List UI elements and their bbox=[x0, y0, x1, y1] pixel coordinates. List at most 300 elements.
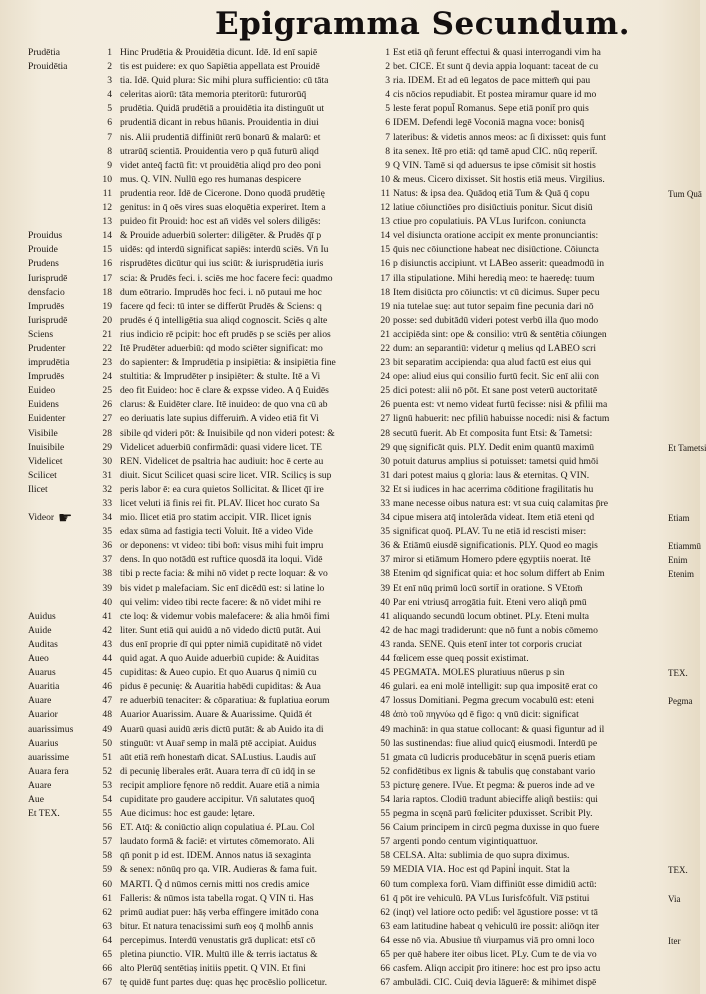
line-number: 62 bbox=[102, 906, 112, 918]
margin-note bbox=[668, 652, 698, 666]
margin-note bbox=[668, 286, 698, 300]
line-number: 22 bbox=[380, 342, 390, 354]
line-number: 45 bbox=[380, 667, 390, 679]
margin-note bbox=[668, 356, 698, 370]
line-number: 25 bbox=[102, 385, 112, 397]
text-line: genitus: in q̄ oēs vires suas eloquētia experiret. Item a bbox=[120, 202, 326, 214]
line-number: 30 bbox=[102, 455, 112, 467]
text-line: recipit ampliore fęnore nō reddit. Auare etiā a nimia bbox=[120, 779, 320, 791]
line-number: 50 bbox=[380, 737, 390, 749]
text-line: stinguūt: vt Auar̄ semp in malā ptē accipiat. Auidus bbox=[120, 737, 317, 749]
line-number: 41 bbox=[380, 610, 390, 622]
line-number: 3 bbox=[107, 75, 112, 87]
margin-note bbox=[668, 243, 698, 257]
line-number: 15 bbox=[102, 244, 112, 256]
text-line: eam latitudine habeat q vehiculū ire possit: aliōqn iter bbox=[393, 920, 600, 932]
line-number: 52 bbox=[380, 765, 390, 777]
text-line: secutū fuerit. Ab Et composita funt Etsi: & Tametsi: bbox=[393, 427, 593, 439]
margin-note bbox=[668, 74, 698, 88]
text-line: miror si etiāmum Homero pdere ęgyptiis noerat. Itē bbox=[393, 554, 591, 566]
text-line: ita senex. Itē pro etiā: qd tamē apud CIC. nūq reperit̄. bbox=[393, 145, 598, 157]
text-line: IDEM. Defendi legē Voconiā magna voce: bonisq̄ bbox=[393, 117, 585, 129]
text-line: puenta est: vt nemo videat furtū fecisse: nisi & pfilii ma bbox=[393, 399, 608, 411]
line-number: 59 bbox=[102, 864, 112, 876]
margin-note bbox=[668, 582, 698, 596]
text-line: Itē Prudēter aduerbiū: qd modo sciēter significat: mo bbox=[120, 342, 323, 354]
line-number: 38 bbox=[102, 568, 112, 580]
text-line: do sapienter: & Imprudētia p insipiētia: & insipiētia fine bbox=[120, 357, 336, 369]
text-line: percepimus. Interdū venustatis grā duplicat: etsī cō bbox=[120, 934, 316, 946]
line-number: 59 bbox=[380, 864, 390, 876]
line-number: 42 bbox=[380, 624, 390, 636]
margin-note bbox=[668, 173, 698, 187]
line-number: 24 bbox=[380, 371, 390, 383]
text-line: dens. In quo notādū est ruftice quosdā ita loqui. Vidē bbox=[120, 554, 323, 566]
text-line: cipue misera atq̄ intolerāda videat. Item etiā eteni qd bbox=[393, 512, 595, 524]
margin-note bbox=[668, 751, 698, 765]
text-line: eo deriuatis late supius differuim̄. A video etiā fit Vi bbox=[120, 413, 319, 425]
text-line: argenti pondo centum vigintiquattuor. bbox=[393, 836, 538, 848]
margin-note bbox=[668, 229, 698, 243]
line-number: 56 bbox=[380, 822, 390, 834]
line-number: 15 bbox=[380, 244, 390, 256]
line-number: 40 bbox=[102, 596, 112, 608]
margin-note bbox=[668, 60, 698, 74]
line-number: 40 bbox=[380, 596, 390, 608]
line-number: 32 bbox=[102, 483, 112, 495]
margin-note bbox=[668, 737, 698, 751]
margin-note bbox=[668, 257, 698, 271]
line-number: 44 bbox=[380, 653, 390, 665]
margin-note bbox=[668, 483, 698, 497]
margin-note bbox=[668, 765, 698, 779]
margin-note: Auare bbox=[28, 695, 52, 707]
line-number: 20 bbox=[380, 314, 390, 326]
text-line: cte loq: & videmur vobis malefacere: & alia hmōi fimi bbox=[120, 610, 330, 622]
text-line: q̄uis nec cōiunctione habeat nec disiūctione. Cōiuncta bbox=[393, 244, 599, 256]
line-number: 45 bbox=[102, 667, 112, 679]
text-line: mio. Ilicet etiā pro statim accipit. VIR. Ilicet ignis bbox=[120, 512, 312, 524]
text-line: dum eōtrario. Imprudēs hoc feci. i. nō putaui me hoc bbox=[120, 286, 322, 298]
margin-note bbox=[668, 370, 698, 384]
line-number: 60 bbox=[380, 878, 390, 890]
line-number: 29 bbox=[102, 441, 112, 453]
line-number: 60 bbox=[102, 878, 112, 890]
line-number: 47 bbox=[380, 695, 390, 707]
margin-note bbox=[668, 384, 698, 398]
text-line: Etenim qd significat quia: et hoc solum differt ab Enim bbox=[393, 568, 605, 580]
text-line: REN. Videlicet de psaltria hac audiuit: hoc ē certe au bbox=[120, 455, 324, 467]
margin-note: Auditas bbox=[28, 638, 58, 650]
text-line: (inqt) vel latiore octo pedib̄: vel āgustiore posse: vt tā bbox=[393, 906, 598, 918]
text-line: prudēs é q̄ intelligētia sua aliqd cognoscit. Sciēs q alte bbox=[120, 314, 328, 326]
text-line: MEDIA VIA. Hoc est qd Papini̇ inquit. Stat la bbox=[393, 864, 570, 876]
text-line: mane necesse oibus natura est: vt sua cuiq calamitas p̄re bbox=[393, 498, 608, 509]
line-number: 21 bbox=[102, 328, 112, 340]
margin-note: auarissimus bbox=[28, 723, 74, 735]
line-number: 53 bbox=[380, 779, 390, 791]
margin-note: TEX. bbox=[668, 865, 688, 876]
text-line: casfem. Aliqn accipit p̄ro itinere: hoc est pro ipso actu bbox=[393, 963, 601, 975]
page-title: Epigramma Secundum. bbox=[215, 6, 631, 42]
line-number: 48 bbox=[102, 709, 112, 721]
line-number: 2 bbox=[385, 61, 390, 73]
text-line: laudato formā & faciē: et virtutes cōmemorato. Ali bbox=[120, 836, 315, 848]
margin-note bbox=[668, 723, 698, 737]
line-number: 27 bbox=[380, 413, 390, 425]
margin-note: Auarus bbox=[28, 667, 56, 679]
text-line: cupiditate pro gaudere accipitur. Vn̄ salutates quoq̄ bbox=[120, 793, 315, 805]
margin-note bbox=[668, 793, 698, 807]
text-line: quę significāt quis. PLY. Dedit enim quantū maximū bbox=[393, 441, 595, 453]
text-line: de hac magi tradiderunt: que nō funt a nobis cōmemo bbox=[393, 624, 598, 636]
line-number: 37 bbox=[102, 554, 112, 566]
line-number: 50 bbox=[102, 737, 112, 749]
text-line: per quē habere iter oibus licet. PLy. Cum te de via vo bbox=[393, 949, 597, 960]
text-line: lateribus: & videtis annos meos: ac ſi dixisset: quis funt bbox=[393, 131, 606, 143]
margin-note bbox=[668, 821, 698, 835]
margin-note bbox=[668, 610, 698, 624]
line-number: 11 bbox=[102, 187, 112, 199]
line-number: 37 bbox=[380, 554, 390, 566]
margin-note: Auarior bbox=[28, 709, 58, 721]
margin-note bbox=[668, 398, 698, 412]
margin-note bbox=[668, 201, 698, 215]
text-line: MARTI. Q̄ d nūmos cernis mitti nos credis amice bbox=[120, 878, 310, 890]
margin-note: Auide bbox=[28, 624, 52, 636]
text-line: pegma in scęnā parū fœliciter pduxisset. Scribit Ply. bbox=[393, 808, 593, 820]
line-number: 1 bbox=[107, 47, 112, 58]
line-number: 65 bbox=[380, 949, 390, 960]
text-line: prudentia reor. Idē de Cicerone. Dono quodā prudētię bbox=[120, 187, 325, 199]
margin-note: Videor bbox=[28, 512, 55, 524]
text-line: Auarū quasi auidū æris dictū putāt: & ab Auido ita di bbox=[120, 723, 324, 735]
line-number: 49 bbox=[102, 723, 112, 735]
margin-note bbox=[668, 525, 698, 539]
margin-note: Iter bbox=[668, 935, 681, 946]
text-line: quid agat. A quo Auide aduerbiū cupide: & Auiditas bbox=[120, 653, 320, 665]
text-line: vel disiuncta oratione accipit ex mente pronunciantis: bbox=[393, 230, 599, 242]
line-number: 7 bbox=[107, 131, 112, 143]
text-line: lossus Domitiani. Pegma grecum vocabulū est: eteni bbox=[393, 695, 595, 707]
right-line-numbers bbox=[372, 46, 394, 990]
margin-note: Etiam bbox=[668, 513, 690, 524]
margin-note: auarissime bbox=[28, 751, 70, 763]
line-number: 26 bbox=[380, 399, 390, 411]
text-line: mus. Q. VIN. Nullū ego res humanas despicere bbox=[120, 173, 301, 185]
margin-note: Ilicet bbox=[28, 483, 48, 495]
text-line: & senex: nōnūq pro qa. VIR. Audieras & fama fuit. bbox=[120, 864, 317, 876]
line-number: 4 bbox=[385, 89, 390, 101]
line-number: 54 bbox=[102, 793, 112, 805]
margin-note bbox=[668, 412, 698, 426]
line-number: 55 bbox=[380, 808, 390, 820]
line-number: 17 bbox=[102, 272, 112, 284]
text-line: ambulādi. CIC. Cuiq̄ devia lāguerē: & mihimet dispē bbox=[393, 977, 597, 989]
margin-note: TEX. bbox=[668, 668, 688, 679]
margin-note: Euidens bbox=[28, 399, 59, 411]
line-number: 32 bbox=[380, 483, 390, 495]
text-line: re aduerbiū tenaciter: & cōparatiua: & fuplatiua eorum bbox=[120, 695, 330, 707]
margin-note bbox=[668, 427, 698, 441]
line-number: 16 bbox=[380, 258, 390, 270]
text-line: licet veluti iā finis rei fit. PLAV. Ilicet hoc curato Sa bbox=[120, 498, 320, 509]
line-number: 41 bbox=[102, 610, 112, 622]
line-number: 64 bbox=[380, 934, 390, 946]
line-number: 52 bbox=[102, 765, 112, 777]
margin-note: Scilicet bbox=[28, 469, 57, 481]
text-line: Par eni vtriusq̄ arrogātia fuit. Eteni vero aliqñ pmū bbox=[393, 596, 587, 608]
text-line: uidēs: qd interdū significat sapiēs: interdū sciēs. Vn̄ Iu bbox=[120, 244, 329, 256]
line-number: 44 bbox=[102, 653, 112, 665]
line-number: 16 bbox=[102, 258, 112, 270]
margin-note: Aueo bbox=[28, 653, 49, 665]
line-number: 26 bbox=[102, 399, 112, 411]
text-line: gulari. ea eni molē intelligit: sup qua impositē erat co bbox=[393, 681, 598, 693]
text-line: Item disiūcta pro cōiunctis: vt cū dicimus. Super pecu bbox=[393, 286, 600, 298]
margin-note bbox=[668, 807, 698, 821]
margin-note bbox=[668, 455, 698, 469]
margin-note bbox=[668, 920, 698, 934]
text-line: stultitia: & Imprudēter p insipiēter: & stulte. Itē a Vi bbox=[120, 371, 321, 383]
line-number: 8 bbox=[385, 145, 390, 157]
margin-note bbox=[668, 159, 698, 173]
line-number: 8 bbox=[107, 145, 112, 157]
line-number: 33 bbox=[102, 498, 112, 509]
line-number: 6 bbox=[385, 117, 390, 129]
text-line: esse nō via. Abusiue tñ viurpamus viā pro omni loco bbox=[393, 934, 595, 946]
line-number: 4 bbox=[107, 89, 112, 101]
margin-note bbox=[668, 906, 698, 920]
margin-note bbox=[668, 962, 698, 976]
margin-note bbox=[668, 116, 698, 130]
line-number: 28 bbox=[380, 427, 390, 439]
margin-note: Et Tametsi bbox=[668, 442, 706, 453]
line-number: 5 bbox=[385, 103, 390, 115]
text-line: ἀπὸ τοῦ πηγνύω qd ē figo: q vnū dicit: significat bbox=[393, 709, 579, 721]
line-number: 35 bbox=[102, 526, 112, 538]
text-line: Falleris: & nūmos ista tabella rogat. Q VIN ti. Has bbox=[120, 892, 314, 904]
line-number: 13 bbox=[102, 216, 112, 228]
margin-note: Prudenter bbox=[28, 342, 66, 354]
text-line: dus enī proprie dī qui ppter nimiā cupiditatē nō videt bbox=[120, 638, 323, 650]
text-line: tis est puidere: ex quo Sapiētia appellata est Prouidē bbox=[120, 61, 320, 73]
line-number: 64 bbox=[102, 934, 112, 946]
text-line: fœlicem esse queq possit existimat. bbox=[393, 653, 529, 665]
line-number: 49 bbox=[380, 723, 390, 735]
line-number: 19 bbox=[380, 300, 390, 312]
manicule-pointing-hand-icon: ☛ bbox=[58, 508, 73, 527]
text-line: qn̄ ponit p id est. IDEM. Annos natus iā sexaginta bbox=[120, 850, 312, 862]
text-line: & Etiāmū eiusdē significationis. PLY. Quod eo magis bbox=[393, 540, 598, 552]
margin-note bbox=[668, 948, 698, 962]
text-line: rius indicio rē pcipit: hoc eft prudēs p se sciēs per alios bbox=[120, 328, 331, 340]
line-number: 38 bbox=[380, 568, 390, 580]
line-number: 33 bbox=[380, 498, 390, 509]
line-number: 35 bbox=[380, 526, 390, 538]
text-line: & meus. Cicero dixisset. Sit hostis etiā meus. Virgilius. bbox=[393, 173, 605, 185]
line-number: 12 bbox=[102, 202, 112, 214]
margin-note bbox=[668, 469, 698, 483]
line-number: 24 bbox=[102, 371, 112, 383]
line-number: 7 bbox=[385, 131, 390, 143]
line-number: 39 bbox=[380, 582, 390, 594]
margin-note bbox=[668, 878, 698, 892]
margin-note: Sciens bbox=[28, 328, 54, 340]
text-line: CELSA. Alta: sublimia de quo supra diximus. bbox=[393, 850, 570, 862]
margin-note bbox=[668, 779, 698, 793]
line-number: 10 bbox=[102, 173, 112, 185]
text-line: latiue cōiunctiōes pro disiūctiuis ponitur. Sicut disiū bbox=[393, 202, 593, 214]
text-line: ope: aliud eius qui consilio furtū fecit. Sic enī alii con bbox=[393, 371, 599, 383]
line-number: 14 bbox=[102, 230, 112, 242]
margin-note bbox=[668, 314, 698, 328]
text-line: edax sūma ad fastigia tecti Voluit. Itē a video Vide bbox=[120, 526, 313, 538]
line-number: 31 bbox=[102, 469, 112, 481]
text-line: illa stipulatione. Mihi heredią meo: te haeredę: tuum bbox=[393, 272, 595, 284]
margin-note: Etiammū bbox=[668, 541, 701, 552]
text-line: ET. Atq̄: & coniūctio aliqn copulatiua é. PLau. Col bbox=[120, 822, 315, 834]
line-number: 58 bbox=[380, 850, 390, 862]
line-number: 63 bbox=[102, 920, 112, 932]
line-number: 47 bbox=[102, 695, 112, 707]
margin-note bbox=[668, 215, 698, 229]
text-line: clarus: & Euidēter clare. Itē inuideo: de quo vna cū ab bbox=[120, 399, 328, 411]
text-line: aūt etiā rem̄ honestam̄ dicat. SALustius. Laudis auī bbox=[120, 751, 316, 763]
margin-note bbox=[668, 849, 698, 863]
margin-note: Euidenter bbox=[28, 413, 66, 425]
text-line: puideo fit Prouid: hoc est an̄ vidēs vel solers diligēs: bbox=[120, 216, 321, 228]
margin-note: Prudētia bbox=[28, 47, 60, 58]
text-line: peris labor ē: ea cura quietos Sollicitat. & Ilicet q̄ī ire bbox=[120, 483, 324, 495]
text-line: aliquando secundū locum obtinet. PLy. Eteni multa bbox=[393, 610, 590, 622]
margin-note bbox=[668, 638, 698, 652]
line-number: 36 bbox=[102, 540, 112, 552]
line-number: 31 bbox=[380, 469, 390, 481]
margin-note: Videlicet bbox=[28, 455, 63, 467]
text-line: p disiunctis accipiunt. vt LABeo asserit: queadmodū in bbox=[393, 258, 605, 270]
text-line: sibile qd videri pōt: & Inuisibile qd non videri potest: & bbox=[120, 427, 335, 439]
line-number: 2 bbox=[107, 61, 112, 73]
margin-note bbox=[668, 497, 698, 511]
margin-note: Enim bbox=[668, 555, 688, 566]
text-line: prudētia. Quidā prudētiā a prouidētia ita distinguūt ut bbox=[120, 103, 325, 115]
margin-note bbox=[668, 88, 698, 102]
margin-note bbox=[668, 131, 698, 145]
line-number: 3 bbox=[385, 75, 390, 87]
line-number: 39 bbox=[102, 582, 112, 594]
margin-note bbox=[668, 680, 698, 694]
right-text-column bbox=[393, 46, 661, 990]
text-line: pletina piunctio. VIR. Multū ille & terris iactatus & bbox=[120, 949, 318, 960]
text-line: or deponens: vt video: tibi bon̄: visus mihi fuit impru bbox=[120, 540, 324, 552]
text-line: bet. CICE. Et sunt q̄ devia appia loquant: taceat de cu bbox=[393, 61, 599, 73]
text-line: cis nōcios repudiabit. Et postea miramur quare id mo bbox=[393, 89, 597, 101]
line-number: 30 bbox=[380, 455, 390, 467]
text-line: accipiēda sint: ope & consilio: vtrū & sentētia cōiungen bbox=[393, 328, 607, 340]
margin-note bbox=[668, 328, 698, 342]
margin-note: Inuisibile bbox=[28, 441, 65, 453]
line-number: 34 bbox=[102, 512, 112, 524]
text-line: q̄ pōt ire vehiculū. PA VLus Iurisfcōfult. Via̅ pstitui bbox=[393, 892, 590, 904]
line-number: 67 bbox=[380, 977, 390, 989]
margin-note: Etenim bbox=[668, 569, 694, 580]
line-number: 53 bbox=[102, 779, 112, 791]
line-number: 18 bbox=[102, 286, 112, 298]
line-number: 46 bbox=[380, 681, 390, 693]
text-line: tia. Idē. Quid plura: Sic mihi plura sufficientio: cū tāta bbox=[120, 75, 329, 87]
text-line: machinā: in qua statue collocant: & quasi figuntur ad il bbox=[393, 723, 605, 735]
margin-note: Euideo bbox=[28, 385, 56, 397]
text-line: celeritas aiorū: tāta memoria pteritorū: futurorūq̄ bbox=[120, 89, 307, 101]
left-line-numbers bbox=[88, 46, 116, 990]
line-number: 19 bbox=[102, 300, 112, 312]
margin-note bbox=[668, 272, 698, 286]
text-line: randa. SENE. Quis etenī inter tot corporis cruciat bbox=[393, 638, 582, 650]
line-number: 21 bbox=[380, 328, 390, 340]
line-number: 6 bbox=[107, 117, 112, 129]
line-number: 18 bbox=[380, 286, 390, 298]
text-line: Et enī nūq primū locū sortit̄ in oratione. S VEtom̄ bbox=[393, 582, 583, 594]
line-number: 29 bbox=[380, 441, 390, 453]
text-line: tę quidē funt partes duę: quas hęc procēslio pollicetur. bbox=[120, 977, 328, 989]
text-line: nia tutelae suę: aut tutor sepaim fine pecunia dari nō bbox=[393, 300, 594, 312]
text-line: utrarūq̄ scientiā. Prouidentia vero p quā futurū aliqd bbox=[120, 145, 319, 157]
line-number: 57 bbox=[380, 836, 390, 848]
left-text-column bbox=[120, 46, 375, 990]
text-line: alto Plerūq̄ sentētiaș initiis ppetit. Q VIN. Et fini bbox=[120, 963, 306, 975]
line-number: 63 bbox=[380, 920, 390, 932]
line-number: 48 bbox=[380, 709, 390, 721]
margin-note bbox=[668, 596, 698, 610]
line-number: 51 bbox=[102, 751, 112, 763]
margin-note: Et TEX. bbox=[28, 808, 60, 820]
line-number: 1 bbox=[385, 47, 390, 58]
text-line: tibi p recte facia: & mihi nō videt p recte loquar: & vo bbox=[120, 568, 328, 580]
line-number: 36 bbox=[380, 540, 390, 552]
margin-note: Tum Quā bbox=[668, 188, 702, 199]
text-line: & Prouide aduerbiū solerter: diligēter. & Prudēs q̄ī p bbox=[120, 230, 322, 242]
line-number: 12 bbox=[380, 202, 390, 214]
line-number: 25 bbox=[380, 385, 390, 397]
text-line: posse: sed dubitādū videri potest verbū illa q̄uo modo bbox=[393, 314, 599, 326]
text-line: dici potest: alii nō pōt. Et sane post veterū auctoritatē bbox=[393, 385, 598, 397]
line-number: 13 bbox=[380, 216, 390, 228]
text-line: potuit daturus amplius si potuisset: tametsi quid hmōi bbox=[393, 455, 599, 467]
text-line: nis. Alii prudentiā diffiniūt rerū bonarū & malarū: et bbox=[120, 131, 321, 143]
text-line: diuit. Sicut Scilicet quasi scire licet. VIR. Scilicș is sup bbox=[120, 469, 332, 481]
text-line: Auarior Auarissim. Auare & Auarissime. Quidā ét bbox=[120, 709, 312, 721]
margin-note: Auaritia bbox=[28, 681, 60, 693]
line-number: 14 bbox=[380, 230, 390, 242]
margin-note: Prouidus bbox=[28, 230, 63, 242]
margin-note: Auidus bbox=[28, 610, 56, 622]
text-line: PEGMATA. MOLES pluratiuus nūerus p sin bbox=[393, 667, 565, 679]
text-line: risprudētes dicūtur qui ius sciūt: & iurisprudētia iuris bbox=[120, 258, 324, 270]
margin-note: Prouide bbox=[28, 244, 58, 256]
margin-note: Auarius bbox=[28, 737, 59, 749]
margin-note bbox=[668, 624, 698, 638]
line-number: 11 bbox=[380, 187, 390, 199]
text-line: leste ferat popul̄ Romanus. Sepe etiā ponit̄ pro quis bbox=[393, 103, 589, 115]
line-number: 23 bbox=[380, 357, 390, 369]
line-number: 67 bbox=[102, 977, 112, 989]
line-number: 28 bbox=[102, 427, 112, 439]
text-line: pidus ē pecunię: & Auaritia habēdi cupiditas: & Aua bbox=[120, 681, 321, 693]
margin-note: Auara fera bbox=[28, 765, 69, 777]
margin-note: Imprudēs bbox=[28, 300, 65, 312]
text-line: deo fit Euideo: hoc ē clare & expsse video. A q̄ Euidēs bbox=[120, 385, 329, 397]
